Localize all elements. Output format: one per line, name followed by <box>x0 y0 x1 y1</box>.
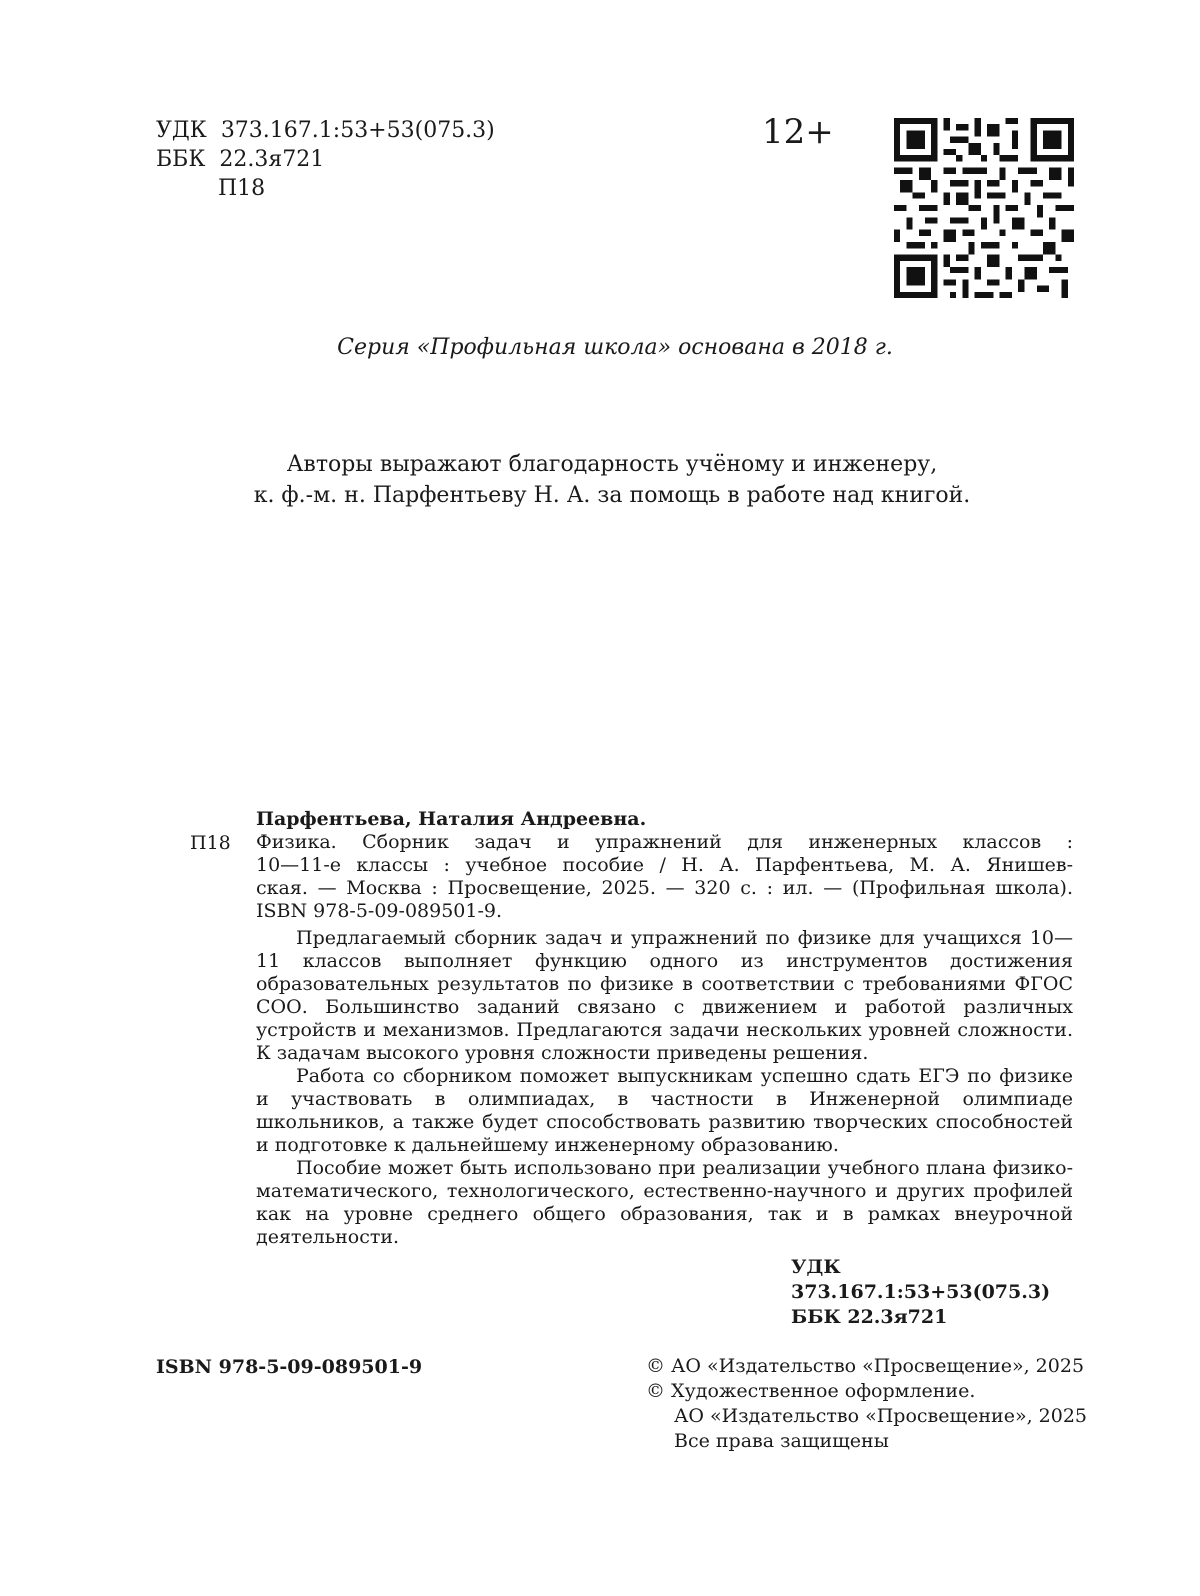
card-annotation <box>256 927 1073 1249</box>
catalog-sign: П18 <box>190 832 231 854</box>
card-bbk: ББК 22.3я721 <box>791 1306 948 1328</box>
card-isbn: ISBN 978-5-09-089501-9. <box>256 900 503 922</box>
qr-code-icon <box>894 118 1074 298</box>
udk-label: УДК <box>156 118 207 143</box>
acknowledgement <box>0 449 1200 511</box>
card-author: Парфентьева, Наталия Андреевна. <box>256 808 647 830</box>
card-codes <box>791 1255 1073 1330</box>
acknowledgement-line: Авторы выражают благодарность учёному и инженеру, <box>286 452 938 477</box>
card-description-line: 10—11-е классы : учебное пособие / Н. А. Парфентьева, М. А. Янишев- <box>256 854 1073 876</box>
annotation-paragraph: Предлагаемый сборник задач и упражнений по физике для учащихся 10—11 классов выполняет функцию одного из инструментов достижения образовательных результатов по физике в соответствии с требованиями ФГОС СОО. Большинство заданий связано с движением и работой различных устройств и механизмов. Предлагаются задачи нескольких уровней сложности. К задачам высокого уровня сложности приведены решения. <box>256 927 1073 1064</box>
copyright-block <box>646 1354 1087 1454</box>
card-udk: УДК 373.167.1:53+53(075.3) <box>791 1256 1051 1303</box>
author-sign: П18 <box>218 176 266 201</box>
series-note: Серия «Профильная школа» основана в 2018 г. <box>337 335 893 360</box>
annotation-paragraph: Работа со сборником поможет выпускникам успешно сдать ЕГЭ по физике и участвовать в олимпиадах, в частности в Инженерной олимпиаде школьников, а также будет способствовать развитию творческих способностей и подготовке к дальнейшему инженерному образованию. <box>256 1065 1073 1156</box>
udk-value: 373.167.1:53+53(075.3) <box>220 118 495 143</box>
card-description-line: Физика. Сборник задач и упражнений для инженерных классов : <box>256 831 1073 853</box>
udk-row <box>156 116 495 145</box>
card-description-line: ская. — Москва : Просвещение, 2025. — 320 с. : ил. — (Профильная школа). <box>256 877 1073 899</box>
age-rating: 12+ <box>762 112 834 152</box>
acknowledgement-line: к. ф.-м. н. Парфентьеву Н. А. за помощь в работе над книгой. <box>253 483 971 508</box>
footer-isbn: ISBN 978-5-09-089501-9 <box>156 1356 423 1378</box>
copyright-line: Все права защищены <box>674 1430 889 1452</box>
bbk-value: 22.3я721 <box>219 147 325 172</box>
copyright-line: © АО «Издательство «Просвещение», 2025 <box>646 1355 1085 1377</box>
annotation-paragraph: Пособие может быть использовано при реализации учебного плана физико-математического, технологического, естественно-научного и других профилей как на уровне среднего общего образования, так и в рамках внеурочной деятельности. <box>256 1157 1073 1248</box>
classification-codes <box>156 116 495 203</box>
bbk-row <box>156 145 495 174</box>
catalog-card <box>256 808 1073 1330</box>
bbk-label: ББК <box>156 147 206 172</box>
author-sign-row <box>156 174 495 203</box>
copyright-line: АО «Издательство «Просвещение», 2025 <box>674 1405 1087 1427</box>
copyright-line: © Художественное оформление. <box>646 1380 976 1402</box>
